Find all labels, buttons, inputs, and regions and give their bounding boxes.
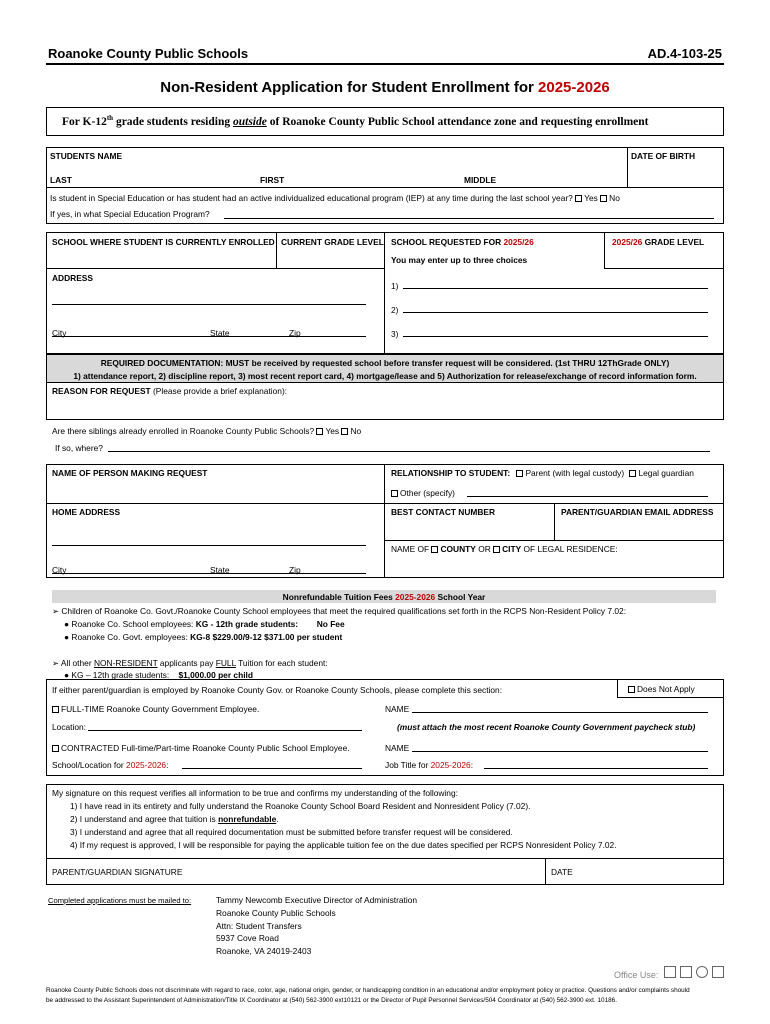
requested-grade-label: 2025/26 GRADE LEVEL (612, 237, 705, 247)
mailing-line: Roanoke, VA 24019-2403 (216, 946, 312, 957)
form-code: AD.4-103-25 (647, 46, 722, 61)
school-location-label: School/Location for 2025-2026: (52, 760, 169, 770)
mailing-label: Completed applications must be mailed to: (48, 896, 192, 905)
signature-intro: My signature on this request verifies all information to be true and confirms my understanding of the following: (52, 788, 458, 798)
choice1-field[interactable] (403, 288, 708, 289)
requested-school-label: SCHOOL REQUESTED FOR 2025/26 (391, 237, 534, 247)
required-doc-line2: 1) attendance report, 2) discipline report, 3) most recent report card, 4) mortgage/lease and 5) Authorization for release/exchange of record information form. (73, 371, 697, 381)
location-label: Location: (52, 722, 86, 732)
school-zip-label: Zip (289, 328, 301, 338)
mailing-address (216, 894, 417, 958)
signature-label: PARENT/GUARDIAN SIGNATURE (52, 867, 183, 877)
contracted-checkbox[interactable] (52, 745, 59, 752)
footer-line2: be addressed to the Assistant Superintendent of Administration/Title IX Coordinator at (540) 562-3900 ext10121 or the Director of Pupil Personnel Services/504 Coordinator at (540) 562-3900 ext. 10186. (46, 997, 618, 1004)
siblings-where-label: If so, where? (55, 443, 103, 453)
school-employees-line: ● Roanoke Co. School employees: KG - 12th grade students: No Fee (64, 619, 345, 629)
contracted-name-label: NAME (385, 743, 410, 753)
mailing-line: Attn: Student Transfers (216, 920, 302, 931)
email-label: PARENT/GUARDIAN EMAIL ADDRESS (561, 507, 714, 517)
home-city-label: City (52, 565, 67, 575)
sped-yes-checkbox[interactable] (575, 195, 582, 202)
does-not-apply-checkbox[interactable] (628, 686, 635, 693)
job-title-label: Job Title for 2025-2026: (385, 760, 474, 770)
contracted-school: CONTRACTED Full-time/Part-time Roanoke County Public School Employee. (52, 743, 350, 753)
kg12-line: ● KG – 12th grade students: $1,000.00 per child (64, 670, 253, 680)
date-label: DATE (551, 867, 573, 877)
sig-item-3: 3) I understand and agree that all required documentation must be submitted before transfer request will be considered. (70, 827, 513, 837)
choices-note: You may enter up to three choices (391, 255, 528, 265)
city-checkbox[interactable] (493, 546, 500, 553)
sig-item-1: 1) I have read in its entirety and fully understand the Roanoke County School Board Resident and Nonresident Policy (7.02). (70, 801, 531, 811)
first-label: FIRST (260, 175, 285, 185)
fulltime-checkbox[interactable] (52, 706, 59, 713)
address-label: ADDRESS (52, 273, 93, 283)
last-label: LAST (50, 175, 72, 185)
office-use-circle (696, 966, 708, 978)
current-school-label: SCHOOL WHERE STUDENT IS CURRENTLY ENROLLED (52, 237, 275, 247)
legal-residence-label: NAME OF COUNTY OR CITY OF LEGAL RESIDENCE: (391, 544, 618, 554)
other-specify-field[interactable] (467, 496, 708, 497)
choice3-field[interactable] (403, 336, 708, 337)
school-state-label: State (210, 328, 230, 338)
mailing-line: 5937 Cove Road (216, 933, 279, 944)
all-other-line: ➢ All other NON-RESIDENT applicants pay FULL Tuition for each student: (52, 658, 328, 668)
office-use-label: Office Use: (614, 970, 659, 980)
county-checkbox[interactable] (431, 546, 438, 553)
choice2-field[interactable] (403, 312, 708, 313)
siblings-where-field[interactable] (108, 451, 710, 452)
parent-custody-checkbox[interactable] (516, 470, 523, 477)
mailing-line: Roanoke County Public Schools (216, 907, 336, 918)
best-contact-label: BEST CONTACT NUMBER (391, 507, 496, 517)
contracted-name-field[interactable] (412, 751, 708, 752)
office-use-square-2 (680, 966, 692, 978)
students-name-label: STUDENTS NAME (50, 151, 123, 161)
choice1-label: 1) (391, 281, 399, 291)
parent-section (46, 464, 724, 578)
current-grade-label: CURRENT GRADE LEVEL (281, 237, 384, 247)
sped-program-label: If yes, in what Special Education Program? (50, 209, 210, 219)
sped-program-field[interactable] (224, 218, 714, 219)
home-city-field[interactable] (52, 573, 366, 574)
sig-item-2: 2) I understand and agree that tuition is nonrefundable. (70, 814, 279, 824)
siblings-question: Are there siblings already enrolled in Roanoke County Public Schools? Yes No (52, 426, 362, 436)
school-city-label: City (52, 328, 67, 338)
footer-line1: Roanoke County Public Schools does not discriminate with regard to race, color, age, national origin, gender, or handicapping condition in an educational and/or employment policy or practice. Questions and/or complaints should (46, 987, 690, 994)
does-not-apply: Does Not Apply (628, 684, 695, 694)
home-address-label: HOME ADDRESS (52, 507, 121, 517)
fees-title: Nonrefundable Tuition Fees 2025-2026 School Year (282, 592, 486, 602)
subtitle-box: For K-12th grade students residing outside of Roanoke County Public School attendance zone and requesting enrollment (46, 107, 724, 136)
school-city-field[interactable] (52, 336, 366, 337)
other-relationship: Other (specify) (391, 488, 455, 498)
location-field[interactable] (88, 730, 362, 731)
govt-employees-line: ● Roanoke Co. Govt. employees: KG-8 $229.00/9-12 $371.00 per student (64, 632, 343, 642)
mailing-line: Tammy Newcomb Executive Director of Administration (216, 895, 418, 905)
sped-no-checkbox[interactable] (600, 195, 607, 202)
home-state-label: State (210, 565, 230, 575)
school-address-field[interactable] (52, 304, 366, 305)
choice2-label: 2) (391, 305, 399, 315)
school-location-field[interactable] (182, 768, 362, 769)
choice3-label: 3) (391, 329, 399, 339)
home-zip-label: Zip (289, 565, 301, 575)
paycheck-note: (must attach the most recent Roanoke County Government paycheck stub) (397, 722, 696, 732)
office-use-square-1 (664, 966, 676, 978)
relationship-row: RELATIONSHIP TO STUDENT: Parent (with legal custody) Legal guardian (391, 468, 694, 478)
reason-label: REASON FOR REQUEST (Please provide a brief explanation): (52, 386, 288, 396)
job-title-field[interactable] (484, 768, 708, 769)
person-name-label: NAME OF PERSON MAKING REQUEST (52, 468, 208, 478)
children-employees-line: ➢ Children of Roanoke Co. Govt./Roanoke County School employees that meet the required qualifications set forth in the RCPS Non-Resident Policy 7.02: (52, 606, 627, 616)
sig-item-4: 4) If my request is approved, I will be responsible for paying the applicable tuition fee on the due dates specified per RCPS Nonresident Policy 7.02. (70, 840, 617, 850)
fulltime-govt: FULL-TIME Roanoke County Government Employee. (52, 704, 259, 714)
sped-question: Is student in Special Education or has student had an active individualized educational program (IEP) at any time during the last school year? Yes No (50, 193, 620, 203)
page-title: Non-Resident Application for Student Enrollment for 2025-2026 (160, 79, 610, 96)
legal-guardian-checkbox[interactable] (629, 470, 636, 477)
siblings-no-checkbox[interactable] (341, 428, 348, 435)
middle-label: MIDDLE (464, 175, 497, 185)
fulltime-name-label: NAME (385, 704, 410, 714)
fulltime-name-field[interactable] (412, 712, 708, 713)
org-name: Roanoke County Public Schools (48, 46, 249, 61)
other-checkbox[interactable] (391, 490, 398, 497)
siblings-yes-checkbox[interactable] (316, 428, 323, 435)
employed-question: If either parent/guardian is employed by Roanoke County Gov. or Roanoke County Schools, please complete this section: (52, 685, 503, 695)
dob-label: DATE OF BIRTH (631, 151, 696, 161)
required-doc-line1: REQUIRED DOCUMENTATION: MUST be received by requested school before transfer request will be considered. (1st THRU 12ThGrade ONLY) (100, 358, 670, 368)
office-use-square-3 (712, 966, 724, 978)
home-address-field[interactable] (52, 545, 366, 546)
